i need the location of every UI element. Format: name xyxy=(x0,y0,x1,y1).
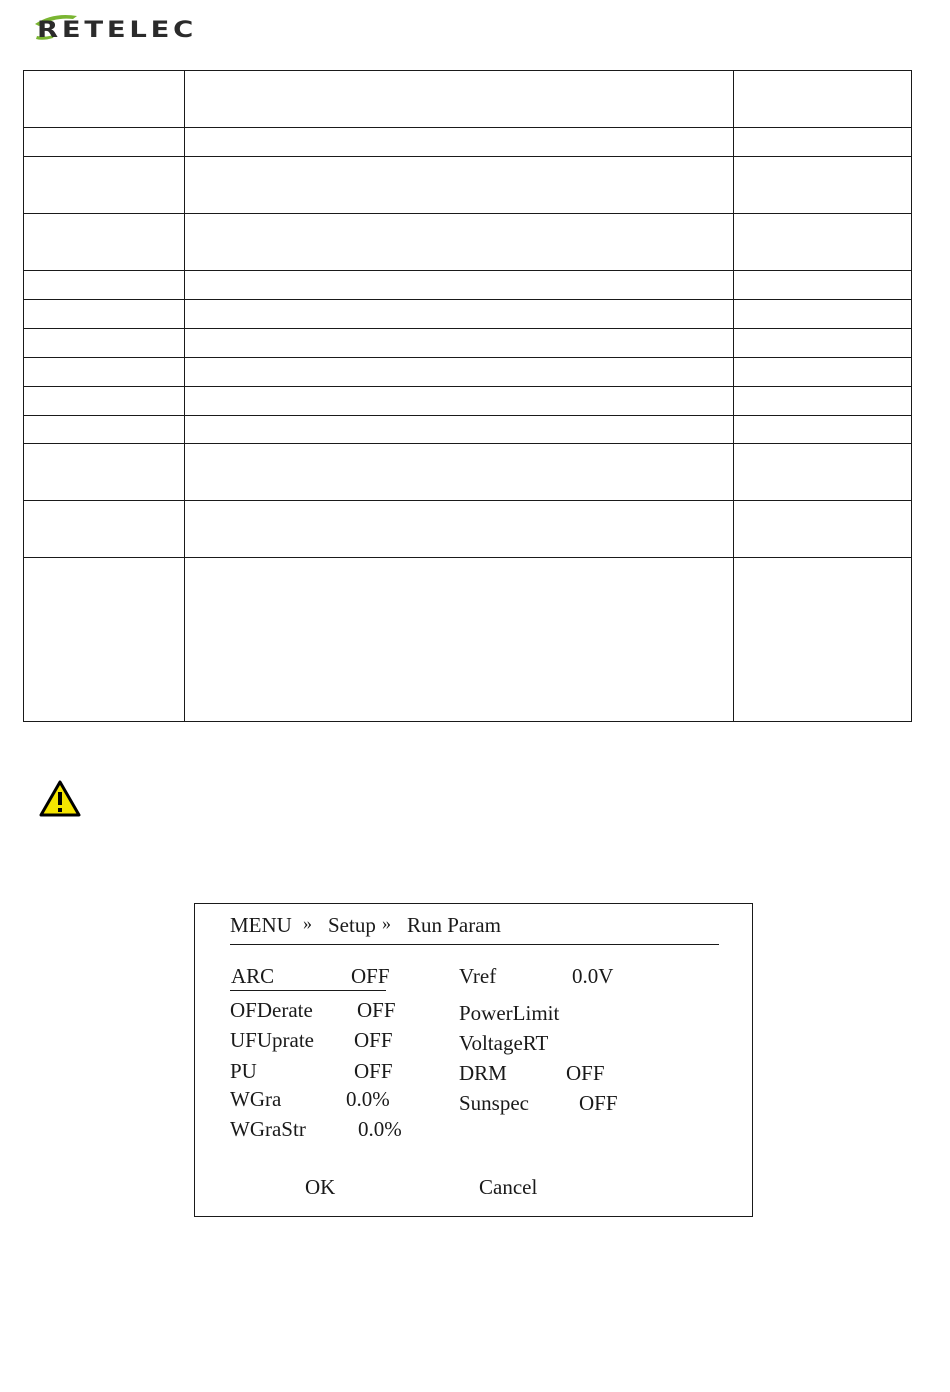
param-wgra-value[interactable]: 0.0% xyxy=(346,1087,390,1111)
breadcrumb-separator: » xyxy=(303,913,312,933)
param-vref-label[interactable]: Vref xyxy=(459,964,497,988)
warning-triangle-icon xyxy=(39,780,81,818)
table-row-divider xyxy=(24,270,911,271)
table-row-divider xyxy=(24,443,911,444)
param-ufuprate-label[interactable]: UFUprate xyxy=(230,1028,314,1052)
param-voltagert-label[interactable]: VoltageRT xyxy=(459,1031,549,1055)
table-row-divider xyxy=(24,299,911,300)
table-row-divider xyxy=(24,557,911,558)
title-underline xyxy=(230,944,719,945)
table-row-divider xyxy=(24,328,911,329)
table-column-divider xyxy=(184,71,185,721)
table-row-divider xyxy=(24,213,911,214)
table-row-divider xyxy=(24,415,911,416)
breadcrumb-menu: MENU xyxy=(230,913,292,937)
param-arc-value[interactable]: OFF xyxy=(351,964,390,988)
selection-cursor xyxy=(230,990,386,991)
ok-button[interactable]: OK xyxy=(305,1175,336,1199)
param-arc-label[interactable]: ARC xyxy=(231,964,275,988)
table-column-divider xyxy=(733,71,734,721)
table-row-divider xyxy=(24,357,911,358)
param-ofderate-label[interactable]: OFDerate xyxy=(230,998,313,1022)
table-row-divider xyxy=(24,156,911,157)
breadcrumb-page: Run Param xyxy=(407,913,501,937)
param-ufuprate-value[interactable]: OFF xyxy=(354,1028,393,1052)
param-powerlimit-label[interactable]: PowerLimit xyxy=(459,1001,560,1025)
param-pu-label[interactable]: PU xyxy=(230,1059,257,1083)
parameter-table xyxy=(23,70,912,722)
param-sunspec-label[interactable]: Sunspec xyxy=(459,1091,529,1115)
param-sunspec-value[interactable]: OFF xyxy=(579,1091,618,1115)
cancel-button[interactable]: Cancel xyxy=(479,1175,538,1199)
svg-text:RETELEC: RETELEC xyxy=(37,18,197,43)
table-row-divider xyxy=(24,127,911,128)
param-wgrastr-value[interactable]: 0.0% xyxy=(358,1117,402,1141)
lcd-screen xyxy=(194,903,753,1217)
table-row-divider xyxy=(24,500,911,501)
param-ofderate-value[interactable]: OFF xyxy=(357,998,396,1022)
param-wgrastr-label[interactable]: WGraStr xyxy=(230,1117,306,1141)
param-drm-value[interactable]: OFF xyxy=(566,1061,605,1085)
param-drm-label[interactable]: DRM xyxy=(459,1061,507,1085)
param-wgra-label[interactable]: WGra xyxy=(230,1087,282,1111)
param-pu-value[interactable]: OFF xyxy=(354,1059,393,1083)
retelec-logo xyxy=(33,10,203,44)
param-vref-value[interactable]: 0.0V xyxy=(572,964,614,988)
table-row-divider xyxy=(24,386,911,387)
breadcrumb-setup: Setup xyxy=(328,913,376,937)
breadcrumb-separator: » xyxy=(382,913,391,933)
